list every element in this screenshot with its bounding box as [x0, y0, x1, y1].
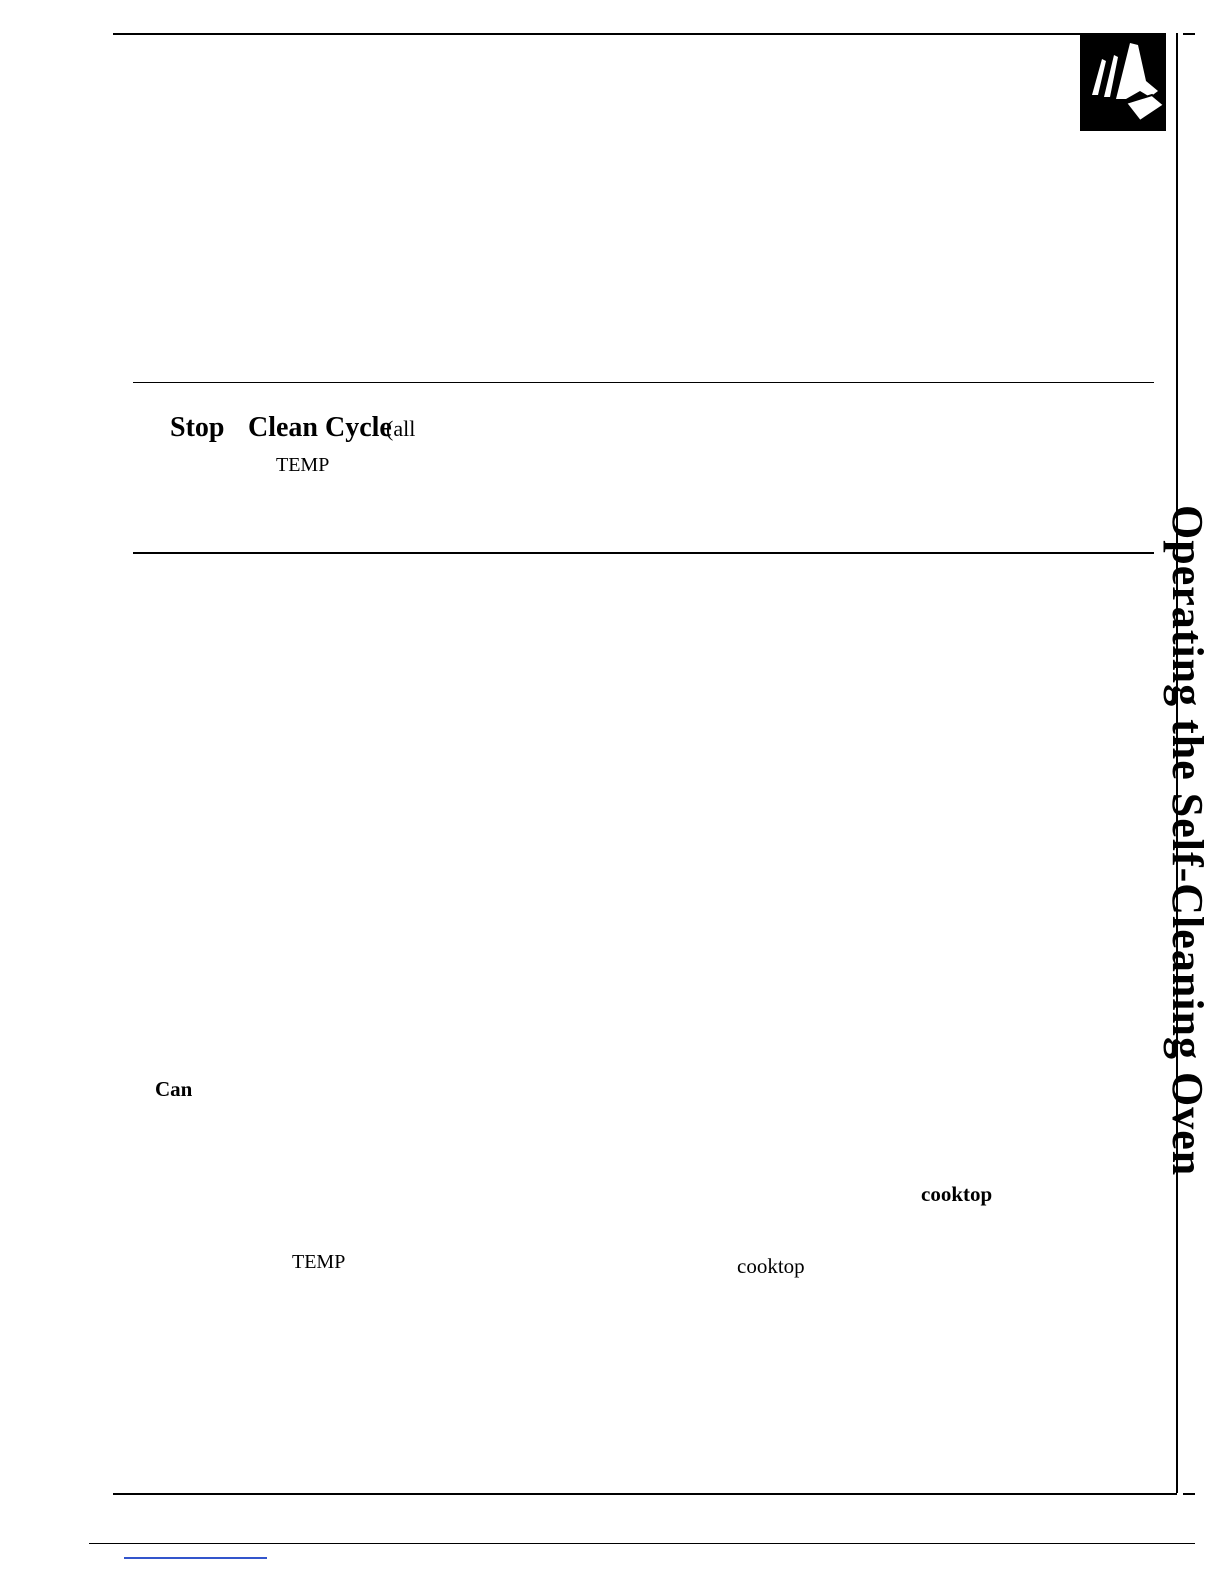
section-rule-upper	[133, 382, 1154, 383]
section-rule-lower	[133, 552, 1154, 554]
heading-suffix: (all	[386, 416, 416, 441]
cooktop-plain: cooktop	[737, 1254, 805, 1278]
heading-clean-cycle: Clean Cycle	[248, 412, 392, 443]
footer-rule	[89, 1543, 1195, 1544]
footer-link-underline[interactable]	[124, 1557, 267, 1559]
finger-pressing-button-icon	[1080, 33, 1166, 131]
side-tab-text: Operating the Self-Cleaning Oven	[1163, 505, 1212, 1177]
top-rule	[113, 33, 1080, 35]
cooktop-bold: cooktop	[921, 1182, 993, 1206]
temp-label-lower: TEMP	[292, 1251, 346, 1273]
side-tab-title	[1163, 505, 1216, 1177]
top-right-tick	[1183, 33, 1195, 35]
heading-stop: Stop	[170, 412, 225, 443]
bottom-rule	[113, 1493, 1177, 1495]
temp-label-upper: TEMP	[276, 454, 330, 476]
bottom-right-tick	[1183, 1493, 1195, 1495]
can-label: Can	[155, 1077, 193, 1101]
